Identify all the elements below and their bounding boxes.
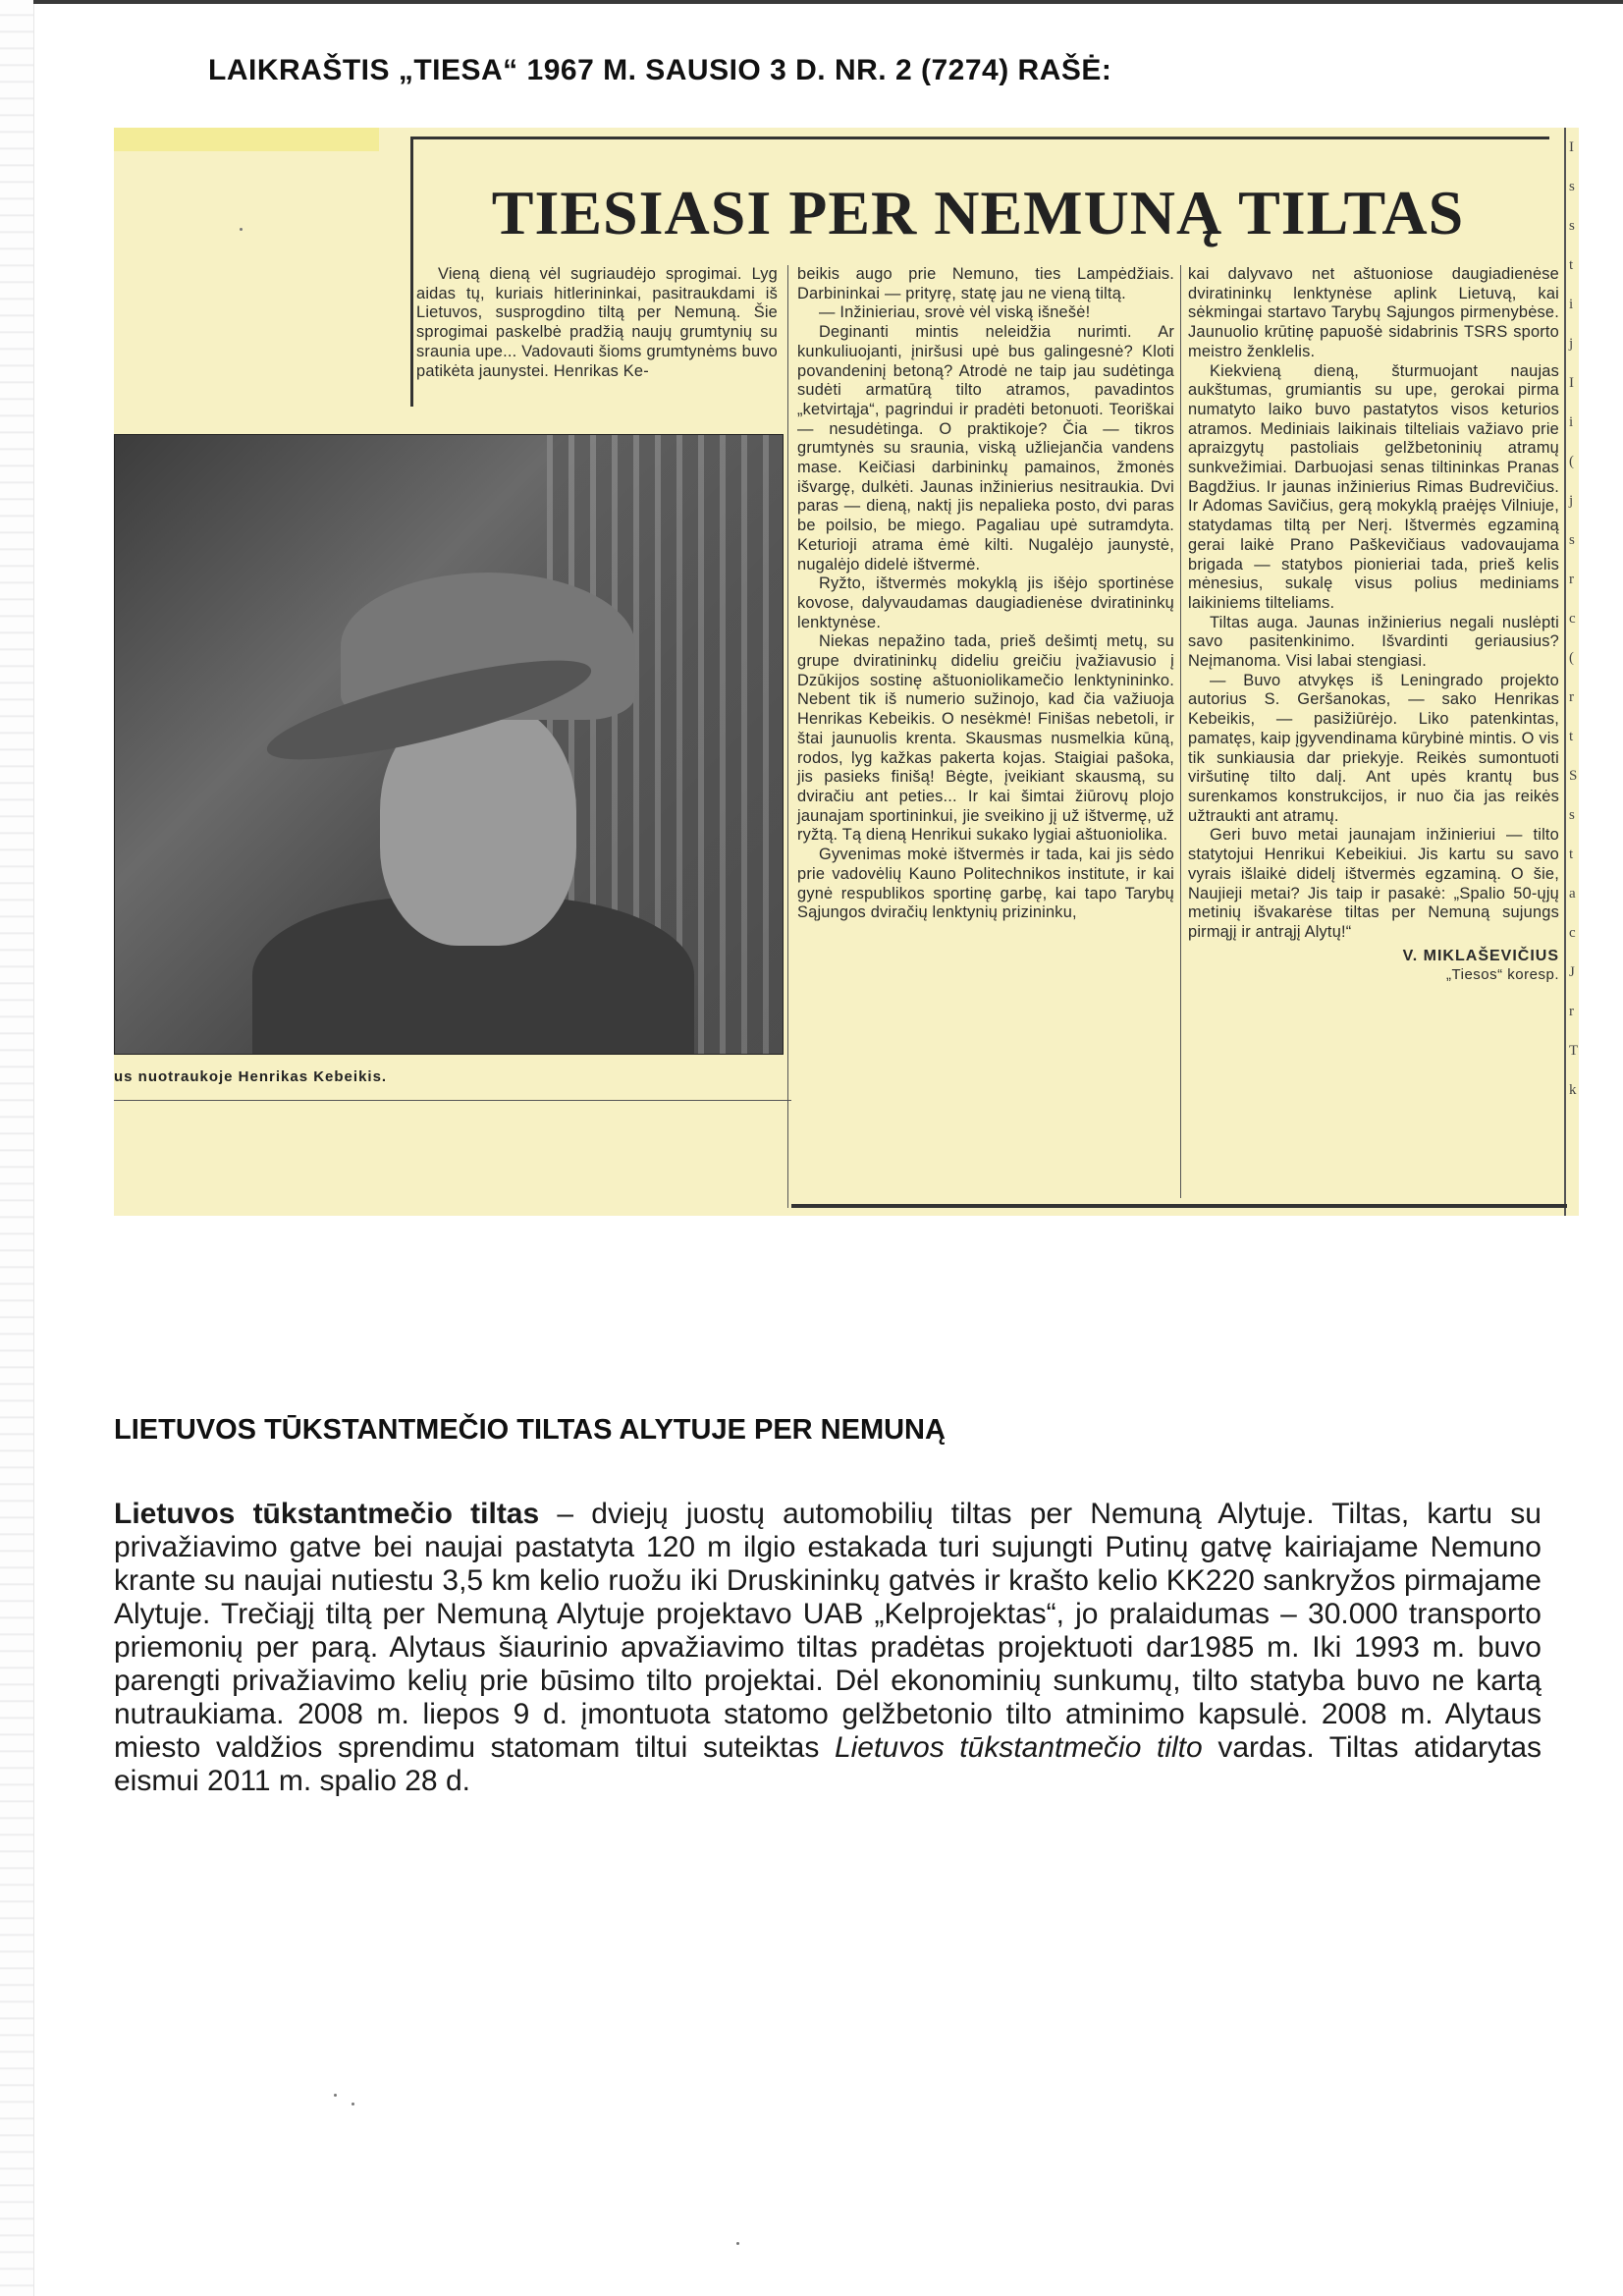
caption-rule	[114, 1100, 791, 1101]
paragraph: Kiekvieną dieną, šturmuojant naujas aukštumas, grumiantis su upe, gerokai pirma numatyto laiko buvo pastatytos visos keturios atramos. Mediniais laikinais tilteliais važiavo prie apraizgytų pastoliais gelžbetoninių atramų sunkvežimiai. Darbuojasi senas tiltininkas Pranas Bagdžius. Ir jaunas inžinierius Rimas Budrevičius. Ir Adomas Savičius, gerą mokyklą praėjęs Vilniuje, statydamas tiltą per Nerį. Ištvermės egzaminą gerai laikė Prano Paškevičiaus vadovaujama brigada — statybos pionieriai tada, prieš kelis mėnesius, sukalę visus polius mediniams laikiniems tilteliams.	[1188, 361, 1559, 612]
clipping-bottom-rule	[791, 1204, 1567, 1208]
paragraph: — Buvo atvykęs iš Leningrado projekto autorius S. Geršanokas, — sako Henrikas Kebeikis, — pasižiūrėjo. Liko patenkintas, pamatęs, kaip įgyvendinama kūrybinė mintis. O vis tik sunkiausia dar priekyje. Reikės sumontuoti viršutinę tilto dalį. Ant upės krantų bus surenkamos konstrukcijos, ir nuo čia jas reikės užtraukti ant atramų.	[1188, 671, 1559, 825]
scan-speck	[352, 2103, 354, 2105]
article-body	[114, 1498, 1542, 1798]
clipping-shade	[114, 128, 379, 151]
paragraph: Ryžto, ištvermės mokyklą jis išėjo sportinėse kovose, dalyvaudamas daugiadienėse dviratininkų lenktynėse.	[797, 574, 1174, 631]
paragraph: Gyvenimas mokė ištvermės ir tada, kai jis sėdo prie vadovėlių Kauno Politechnikos institute, ir kai gynė respublikos sportinę garbę, kai tapo Tarybų Sąjungos dviračių lenktynių prizininku,	[797, 846, 1174, 922]
article-bridge-name: Lietuvos tūkstantmečio tilto	[834, 1731, 1203, 1764]
author-signature: V. MIKLAŠEVIČIUS	[1402, 947, 1559, 964]
paragraph: Vieną dieną vėl sugriaudėjo sprogimai. Lyg aidas tų, kuriais hitlerininkai, pasitraukdami iš Lietuvos, susprogdino tiltą per Nemuną. Šie sprogimai paskelbė pradžią naujų grumtynių su sraunia upe... Vadovauti šioms grumtynėms buvo patikėta jaunystei. Henrikas Ke-	[416, 265, 778, 380]
page-header: LAIKRAŠTIS „TIESA“ 1967 M. SAUSIO 3 D. NR. 2 (7274) RAŠĖ:	[208, 54, 1112, 86]
author-role: „Tiesos“ koresp.	[1446, 966, 1559, 984]
article-column-3	[1188, 265, 1559, 985]
paragraph: beikis augo prie Nemuno, ties Lampėdžiais. Darbininkai — prityrę, statę jau ne vieną tiltą.	[797, 265, 1174, 302]
article-column-1	[416, 265, 778, 381]
scan-speck	[240, 228, 243, 231]
portrait-photo	[114, 434, 784, 1055]
paragraph: kai dalyvavo net aštuoniose daugiadienėse dviratininkų lenktynėse aplink Lietuvą, kai sėkmingai startavo Tarybų Sąjungos pirmenybėse. Jaunuolio krūtinę papuošė sidabrinis TSRS sporto meistro ženklelis.	[1188, 265, 1559, 360]
article-title: LIETUVOS TŪKSTANTMEČIO TILTAS ALYTUJE PER NEMUNĄ	[114, 1414, 946, 1446]
article-column-2	[797, 265, 1174, 923]
paragraph: Niekas nepažino tada, prieš dešimtį metų, su grupe dviratininkų dideliu greičiu įvažiavusio į Dzūkijos sostinę aštuoniolikamečio lenktynininko. Nebent tik iš numerio sužinojo, kad čia važiuoja Henrikas Kebeikis. O nesėkmė! Finišas nebetoli, ir štai jaunuolis krenta. Skausmas nusmelkia kūną, rodos, lyg kažkas pakerta kojas. Staigiai pašoka, jis pasieks finišą! Bėgte, įveikiant skausmą, su dviračiu ant peties... Ir kai šimtai žiūrovų plojo jaunajam sportininkui, jie sveikino jį už ištvermę, už ryžtą. Tą dieną Henrikui sukako lygiai aštuoniolika.	[797, 632, 1174, 845]
article-text-part-1: – dviejų juostų automobilių tiltas per Nemuną Alytuje. Tiltas, kartu su privažiavimo gatve bei naujai pastatyta 120 m ilgio estakada turi sujungti Putinų gatvę kairiajame Nemuno krante su naujai nutiestu 3,5 km kelio ruožu iki Druskininkų gatvės ir krašto kelio KK220 sankryžos pirmajame Alytuje. Trečiąjį tiltą per Nemuną Alytuje projektavo UAB „Kelprojektas“, jo pralaidumas – 30.000 transporto priemonių per parą. Alytaus šiaurinio apvažiavimo tiltas pradėtas projektuoti dar1985 m. Iki 1993 m. buvo parengti privažiavimo kelių prie būsimo tilto projektai. Dėl ekonominių sunkumų, tilto statyba buvo ne kartą nutraukiama. 2008 m. liepos 9 d. įmontuota statomo gelžbetonio tilto atminimo kapsulė. 2008 m. Alytaus miesto valdžios sprendimu statomam tiltui suteiktas	[114, 1498, 1542, 1764]
headline-frame-top	[412, 137, 1549, 139]
binder-edge	[0, 0, 34, 2296]
newspaper-clipping	[114, 128, 1579, 1216]
top-rule	[33, 0, 1623, 4]
column-rule	[1180, 265, 1181, 1198]
clipping-right-border	[1564, 128, 1566, 1216]
photo-caption: us nuotraukoje Henrikas Kebeikis.	[114, 1068, 388, 1085]
paragraph: — Inžinieriau, srovė vėl viską išnešė!	[819, 303, 1091, 322]
paragraph: Tiltas auga. Jaunas inžinierius negali nuslėpti savo pasitenkinimo. Išvardinti geriausius? Neįmanoma. Visi labai stengiasi.	[1188, 613, 1559, 671]
paragraph: Geri buvo metai jaunajam inžinieriui — tilto statytojui Henrikui Kebeikiui. Jis kartu su savo vyrais išlaikė didelį ištvermės egzaminą. O šie, Naujieji metai? Jis taip ir pasakė: „Spalio 50-ųjų metinių išvakarėse tiltas per Nemuną sujungs pirmąjį ir antrąjį Alytų!“	[1188, 826, 1559, 941]
clipping-edge-letters: I s s t i j I i ( j s r c ( r t S s t a c J r T k	[1569, 139, 1579, 1098]
scan-speck	[736, 2242, 739, 2245]
clipping-headline: TIESIASI PER NEMUNĄ TILTAS	[491, 178, 1465, 247]
article-lead: Lietuvos tūkstantmečio tiltas	[114, 1498, 540, 1530]
column-rule	[787, 265, 788, 1208]
paragraph: Deginanti mintis neleidžia nurimti. Ar kunkuliuojanti, įniršusi upė bus galingesnė? Kloti povandeninį betoną? Atrodė ne taip jau sudėtinga sudėti armatūrą tilto atramos, pavadintos „ketvirtąja“, pagrindui ir pradėti betonuoti. Teoriškai — nesudėtinga. O praktikoje? Čia — tikros grumtynės su sraunia, viską užliejančia vandens mase. Keičiasi darbininkų pamainos, žmonės išvargę, dulkėti. Jaunas inžinierius nesitraukia. Dvi paras — dieną, naktį jis nepalieka posto, dvi paras be poilsio, be miego. Pagaliau upė sutramdyta. Keturioji atrama ėmė kilti. Nugalėjo jaunystė, nugalėjo didelė ištvermė.	[797, 323, 1174, 574]
scan-speck	[334, 2094, 337, 2097]
article-text-part-2: vardas. Tiltas atidarytas eismui 2011 m. spalio 28 d.	[114, 1731, 1542, 1797]
